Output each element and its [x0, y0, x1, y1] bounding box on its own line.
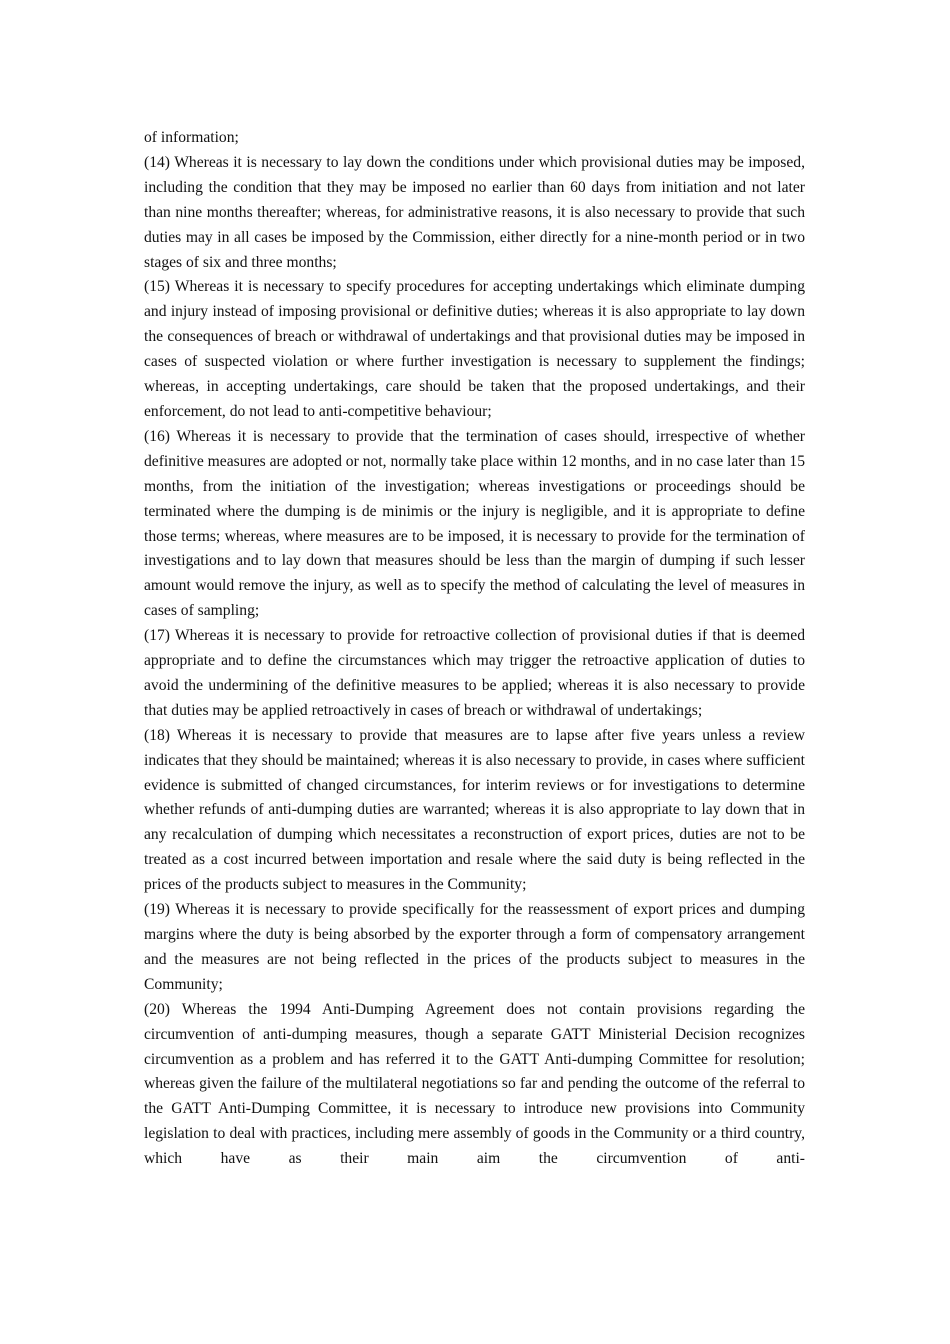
recital-19: (19) Whereas it is necessary to provide specifically for the reassessment of export prices and dumping margins where the duty is being absorbed by the exporter through a form of compensatory arrangement and the measures are not being reflected in the prices of the products subject to measures in the Community; [144, 901, 805, 993]
recital-18: (18) Whereas it is necessary to provide that measures are to lapse after five years unless a review indicates that they should be maintained; whereas it is also necessary to provide, in cases where sufficient evidence is submitted of changed circumstances, for interim reviews or for investigations to determine whether refunds of anti-dumping duties are warranted; whereas it is also appropriate to lay down that in any recalculation of dumping which necessitates a reconstruction of export prices, duties are not to be treated as a cost incurred between importation and resale where the said duty is being reflected in the prices of the products subject to measures in the Community; [144, 726, 805, 894]
recital-20: (20) Whereas the 1994 Anti-Dumping Agreement does not contain provisions regarding the circumvention of anti-dumping measures, though a separate GATT Ministerial Decision recognizes circumvention as a problem and has referred it to the GATT Anti-dumping Committee for resolution; whereas given the failure of the multilateral negotiations so far and pending the outcome of the referral to the GATT Anti-Dumping Committee, it is necessary to introduce new provisions into Community legislation to deal with practices, including mere assembly of goods in the Community or a third country, which have as their main aim the circumvention of anti- [144, 1000, 805, 1168]
recital-15: (15) Whereas it is necessary to specify procedures for accepting undertakings which eliminate dumping and injury instead of imposing provisional or definitive duties; whereas it is also appropriate to lay down the consequences of breach or withdrawal of undertakings and that provisional duties may be imposed in cases of suspected violation or where further investigation is necessary to supplement the findings; whereas, in accepting undertakings, care should be taken that the proposed undertakings, and their enforcement, do not lead to anti-competitive behaviour; [144, 278, 805, 420]
recital-16: (16) Whereas it is necessary to provide that the termination of cases should, irrespective of whether definitive measures are adopted or not, normally take place within 12 months, and in no case later than 15 months, from the initiation of the investigation; whereas investigations or proceedings should be terminated where the dumping is de minimis or the injury is negligible, and it is appropriate to define those terms; whereas, where measures are to be imposed, it is necessary to provide for the termination of investigations and to lay down that measures should be less than the margin of dumping if such lesser amount would remove the injury, as well as to specify the method of calculating the level of measures in cases of sampling; [144, 427, 805, 620]
document-page [144, 126, 805, 1172]
recital-14: (14) Whereas it is necessary to lay down the conditions under which provisional duties may be imposed, including the condition that they may be imposed no earlier than 60 days from initiation and not later than nine months thereafter; whereas, for administrative reasons, it is also necessary to provide that such duties may in all cases be imposed by the Commission, either directly for a nine-month period or in two stages of six and three months; [144, 153, 805, 271]
paragraph-continuation: of information; [144, 129, 239, 146]
recital-17: (17) Whereas it is necessary to provide for retroactive collection of provisional duties if that is deemed appropriate and to define the circumstances which may trigger the retroactive application of duties to avoid the undermining of the definitive measures to be applied; whereas it is also necessary to provide that duties may be applied retroactively in cases of breach or withdrawal of undertakings; [144, 627, 805, 719]
